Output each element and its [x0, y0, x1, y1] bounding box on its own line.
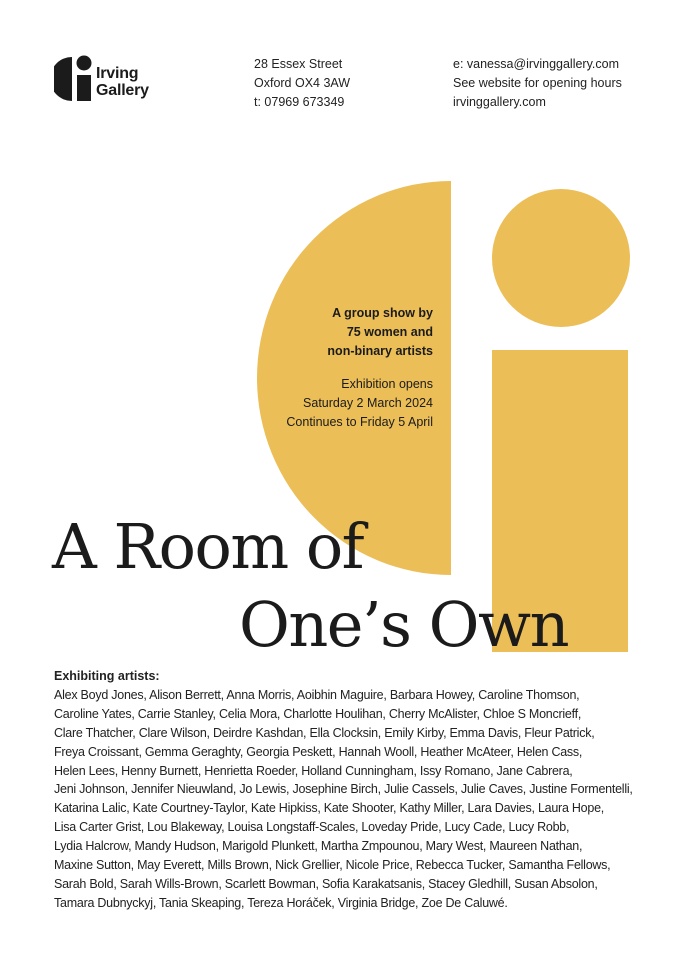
- artists-line: Helen Lees, Henny Burnett, Henrietta Roeder, Holland Cunningham, Issy Romano, Jane Cabrera,: [54, 763, 573, 778]
- artists-line: Tamara Dubnyckyj, Tania Skeaping, Tereza Horáček, Virginia Bridge, Zoe De Caluwé.: [54, 895, 508, 910]
- address-street: 28 Essex Street: [254, 57, 343, 71]
- dot-circle-shape: [492, 189, 630, 327]
- artists-line: Alex Boyd Jones, Alison Berrett, Anna Morris, Aoibhin Maguire, Barbara Howey, Caroline Thomson,: [54, 687, 580, 702]
- exhibition-blurb: [286, 304, 433, 432]
- artists-line: Sarah Bold, Sarah Wills-Brown, Scarlett Bowman, Sofia Karakatsanis, Stacey Gledhill, Susan Absolon,: [54, 876, 598, 891]
- blurb-date-line-2: Saturday 2 March 2024: [303, 396, 433, 410]
- artists-line: Caroline Yates, Carrie Stanley, Celia Mora, Charlotte Houlihan, Cherry McAlister, Chloe S Moncrieff,: [54, 706, 582, 721]
- artists-heading: Exhibiting artists:: [54, 669, 160, 683]
- blurb-date-line-1: Exhibition opens: [341, 377, 433, 391]
- artists-line: Katarina Lalic, Kate Courtney-Taylor, Kate Hipkiss, Kate Shooter, Kathy Miller, Lara Davies, Laura Hope,: [54, 801, 604, 816]
- artists-line: Freya Croissant, Gemma Geraghty, Georgia Peskett, Hannah Wooll, Heather McAteer, Helen Cass,: [54, 744, 583, 759]
- contact-block: [453, 55, 622, 112]
- phone-number: t: 07969 673349: [254, 95, 345, 109]
- email-address[interactable]: e: vanessa@irvinggallery.com: [453, 57, 619, 71]
- opening-hours-note: See website for opening hours: [453, 76, 622, 90]
- address-city: Oxford OX4 3AW: [254, 76, 351, 90]
- artists-line: Lydia Halcrow, Mandy Hudson, Marigold Plunkett, Martha Zmpounou, Mary West, Maureen Nathan,: [54, 839, 583, 854]
- website-link[interactable]: irvinggallery.com: [453, 95, 546, 109]
- gallery-logo: [54, 53, 174, 107]
- address-block: [254, 55, 350, 112]
- exhibition-title-line-1: A Room of: [52, 510, 364, 583]
- artists-line: Maxine Sutton, May Everett, Mills Brown, Nick Grellier, Nicole Price, Rebecca Tucker, Samantha Fellows,: [54, 858, 611, 873]
- exhibition-title-line-2: One’s Own: [239, 588, 569, 661]
- blurb-show-line-1: A group show by: [332, 306, 433, 320]
- artists-line: Jeni Johnson, Jennifer Nieuwland, Jo Lewis, Josephine Birch, Julie Cassels, Julie Caves, Justine Formentelli,: [54, 782, 633, 797]
- blurb-show-line-3: non-binary artists: [327, 344, 433, 358]
- artists-line: Clare Thatcher, Clare Wilson, Deirdre Kashdan, Ella Clocksin, Emily Kirby, Emma Davis, Fleur Patrick,: [54, 725, 595, 740]
- artists-section: [54, 667, 644, 913]
- gallery-logo-icon: [54, 53, 94, 103]
- blurb-show-line-2: 75 women and: [346, 325, 433, 339]
- blurb-date-line-3: Continues to Friday 5 April: [286, 415, 433, 429]
- logo-line-2: Gallery: [96, 82, 149, 99]
- artists-line: Lisa Carter Grist, Lou Blakeway, Louisa Longstaff-Scales, Loveday Pride, Lucy Cade, Lucy Robb,: [54, 820, 570, 835]
- gallery-logo-text: [96, 65, 149, 99]
- logo-line-1: Irving: [96, 65, 139, 82]
